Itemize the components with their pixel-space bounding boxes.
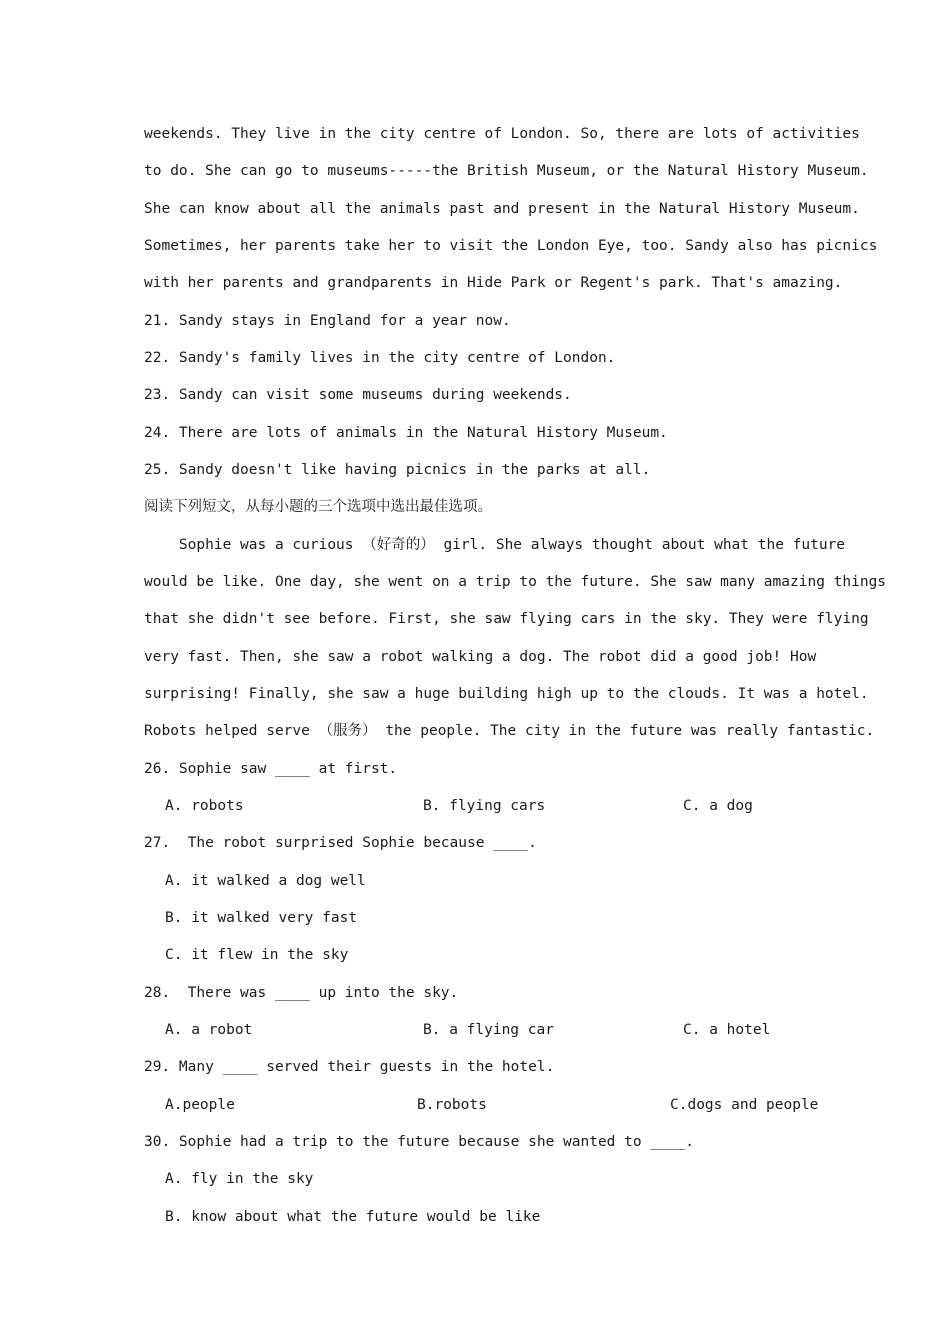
passage2-line-2: would be like. One day, she went on a trip to the future. She saw many amazing things (144, 574, 887, 590)
question-26-option-a: A. robots (165, 798, 244, 814)
question-29-option-c: C.dogs and people (670, 1097, 819, 1113)
question-25: 25. Sandy doesn't like having picnics in the parks at all. (144, 462, 651, 478)
question-28-stem: 28. There was ____ up into the sky. (144, 985, 459, 1001)
question-24: 24. There are lots of animals in the Natural History Museum. (144, 425, 668, 441)
question-22: 22. Sandy's family lives in the city centre of London. (144, 350, 616, 366)
question-28-option-a: A. a robot (165, 1022, 253, 1038)
question-26-option-b: B. flying cars (423, 798, 546, 814)
passage2-line-4: very fast. Then, she saw a robot walking a dog. The robot did a good job! How (144, 649, 817, 665)
question-26-option-c: C. a dog (683, 798, 753, 814)
passage2-line-6: Robots helped serve （服务） the people. The city in the future was really fantastic. (144, 723, 875, 739)
passage1-line-5: with her parents and grandparents in Hide Park or Regent's park. That's amazing. (144, 275, 843, 291)
question-30-option-a: A. fly in the sky (165, 1171, 314, 1187)
question-29-option-b: B.robots (417, 1097, 487, 1113)
question-29-option-a: A.people (165, 1097, 235, 1113)
question-27-option-b: B. it walked very fast (165, 910, 358, 926)
question-30-option-b: B. know about what the future would be like (165, 1209, 541, 1225)
passage1-line-4: Sometimes, her parents take her to visit the London Eye, too. Sandy also has picnics (144, 238, 878, 254)
passage1-line-3: She can know about all the animals past and present in the Natural History Museum. (144, 201, 860, 217)
passage1-line-1: weekends. They live in the city centre of London. So, there are lots of activities (144, 126, 860, 142)
question-27-stem: 27. The robot surprised Sophie because ____. (144, 835, 537, 851)
passage2-line-3: that she didn't see before. First, she saw flying cars in the sky. They were flying (144, 611, 869, 627)
passage2-line-5: surprising! Finally, she saw a huge building high up to the clouds. It was a hotel. (144, 686, 869, 702)
question-23: 23. Sandy can visit some museums during weekends. (144, 387, 572, 403)
question-21: 21. Sandy stays in England for a year now. (144, 313, 511, 329)
question-28-option-b: B. a flying car (423, 1022, 554, 1038)
passage1-line-2: to do. She can go to museums-----the British Museum, or the Natural History Museum. (144, 163, 869, 179)
section-instruction: 阅读下列短文，从每小题的三个选项中选出最佳选项。 (144, 499, 492, 515)
question-27-option-a: A. it walked a dog well (165, 873, 366, 889)
question-26-stem: 26. Sophie saw ____ at first. (144, 761, 398, 777)
passage2-line-1: Sophie was a curious （好奇的） girl. She always thought about what the future (144, 537, 846, 553)
question-28-option-c: C. a hotel (683, 1022, 771, 1038)
question-29-stem: 29. Many ____ served their guests in the hotel. (144, 1059, 555, 1075)
question-27-option-c: C. it flew in the sky (165, 947, 349, 963)
question-30-stem: 30. Sophie had a trip to the future because she wanted to ____. (144, 1134, 694, 1150)
